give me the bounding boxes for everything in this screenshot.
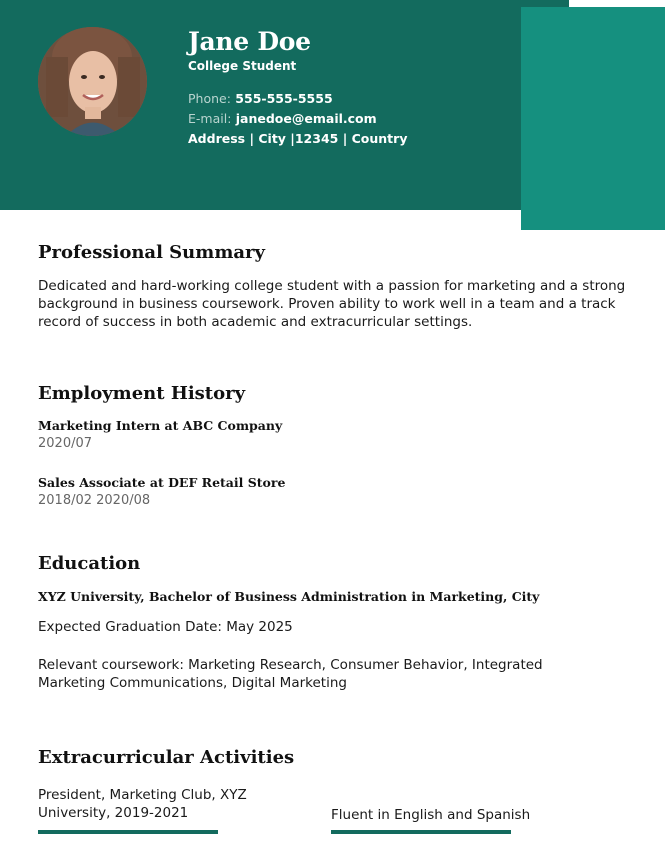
education-title: Education [38, 553, 141, 574]
job-date: 2020/07 [38, 436, 93, 451]
avatar-photo [38, 27, 147, 136]
contact-email [188, 111, 377, 126]
activity-item: President, Marketing Club, XYZ University, 2019-2021 [38, 787, 247, 821]
email-value[interactable]: janedoe@email.com [235, 111, 377, 126]
accent-block [521, 7, 665, 230]
education-graduation: Expected Graduation Date: May 2025 [38, 619, 293, 635]
phone-label: Phone: [188, 91, 231, 106]
email-label: E-mail: [188, 111, 232, 126]
job-title: Marketing Intern at ABC Company [38, 418, 283, 433]
summary-title: Professional Summary [38, 242, 265, 263]
education-school: XYZ University, Bachelor of Business Administration in Marketing, City [38, 589, 540, 604]
activity-item: Fluent in English and Spanish [331, 807, 531, 823]
activities-title: Extracurricular Activities [38, 747, 295, 768]
education-coursework: Relevant coursework: Marketing Research, Consumer Behavior, Integrated Marketing Communications, Digital Marketing [38, 657, 543, 691]
candidate-role: College Student [188, 59, 297, 73]
employment-title: Employment History [38, 383, 246, 404]
skill-bar [331, 830, 511, 834]
contact-address: Address | City |12345 | Country [188, 131, 408, 146]
skill-bar [38, 830, 218, 834]
job-title: Sales Associate at DEF Retail Store [38, 475, 286, 490]
job-date: 2018/02 2020/08 [38, 493, 151, 508]
candidate-name: Jane Doe [188, 27, 311, 56]
contact-phone [188, 91, 333, 106]
header-notch [569, 0, 665, 7]
phone-value[interactable]: 555-555-5555 [235, 91, 333, 106]
avatar [38, 27, 147, 136]
summary-text: Dedicated and hard-working college student with a passion for marketing and a strong background in business coursework. Proven ability to work well in a team and a track record of success in both academic and extracurricular settings. [38, 278, 626, 330]
